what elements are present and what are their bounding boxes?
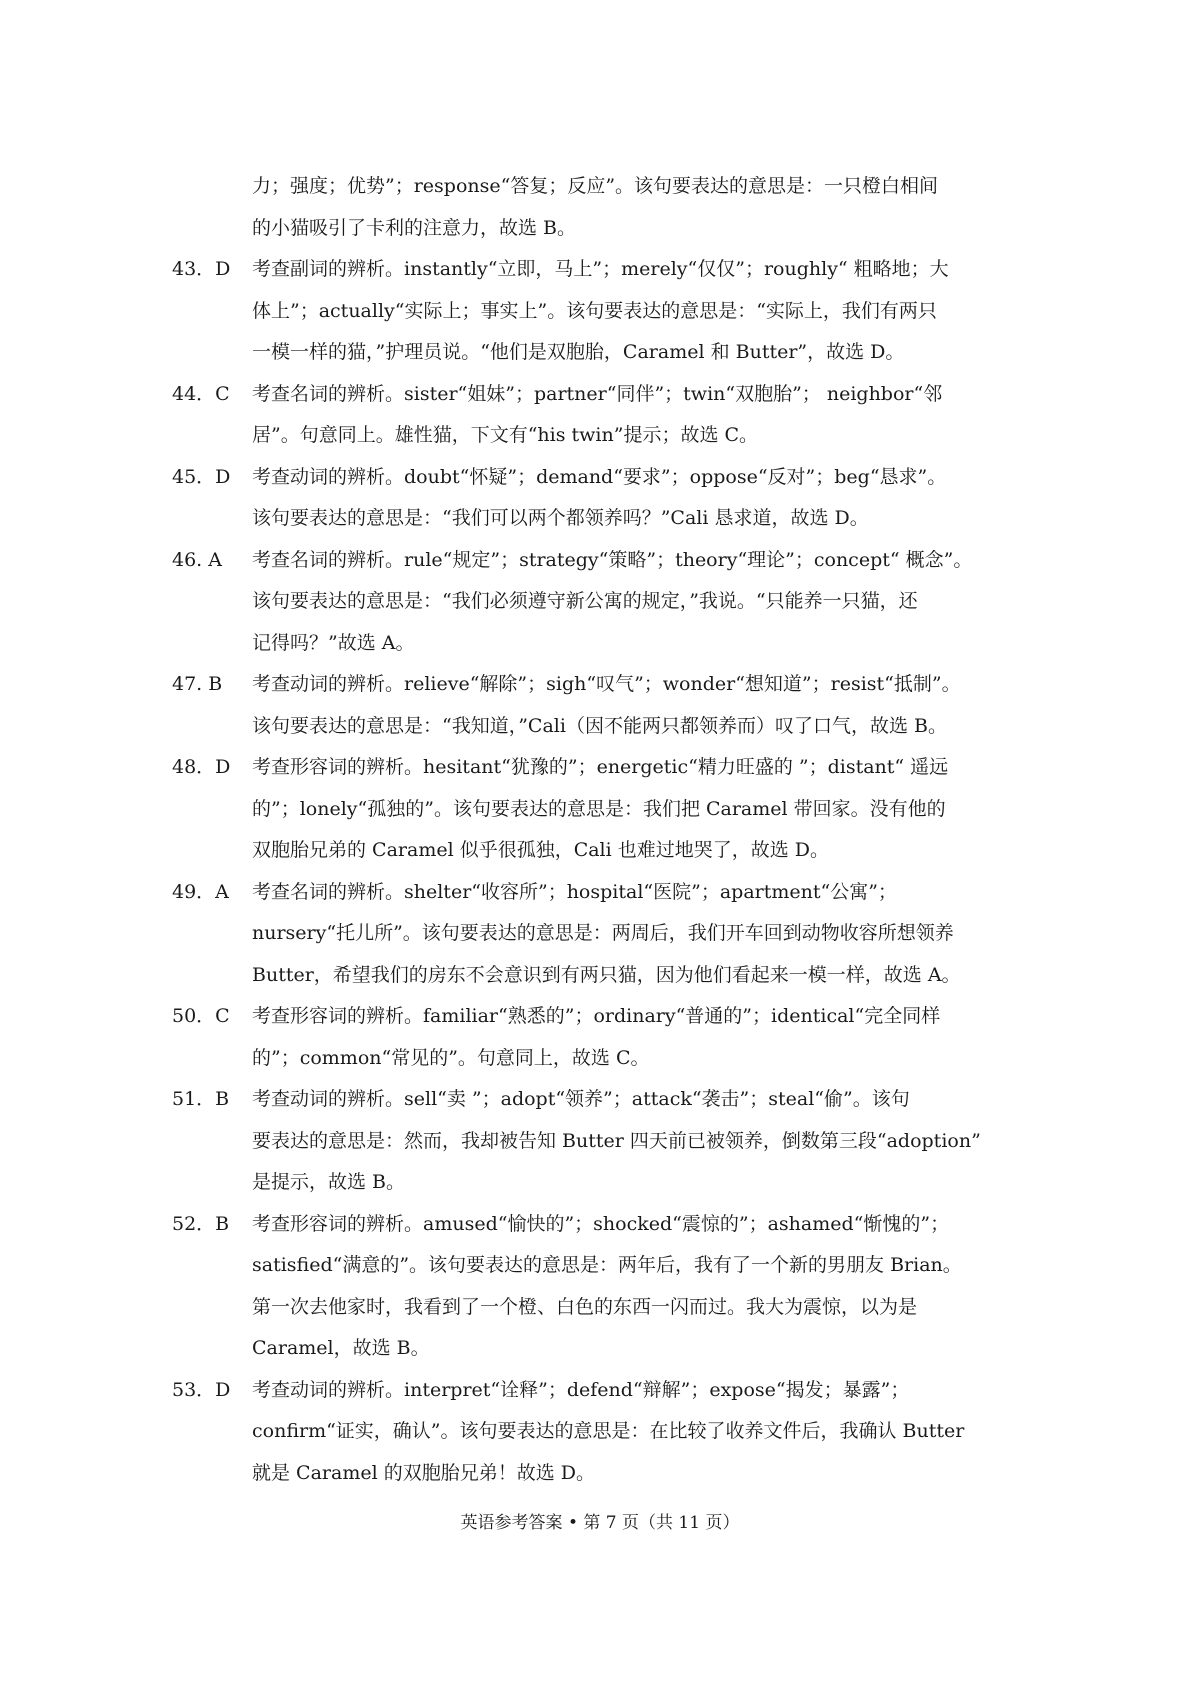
text-line: 考查动词的辨析。interpret“诠释”；defend“辩解”；expose“揭发；暴露”； (252, 1378, 910, 1401)
answer-item-46 (172, 540, 1040, 665)
text-line: 一模一样的猫，”护理员说。“他们是双胞胎，Caramel 和 Butter”，故选 D。 (252, 341, 905, 363)
text-line: 的”；lonely“孤独的”。该句要表达的意思是：我们把 Caramel 带回家。没有他的 (252, 797, 946, 820)
text-line: 第一次去他家时，我看到了一个橙、白色的东西一闪而过。我大为震惊，以为是 (252, 1295, 918, 1318)
text-line: 考查动词的辨析。relieve“解除”；sigh“叹气”；wonder“想知道”；resist“抵制”。 (252, 673, 961, 695)
answer-item-49 (172, 872, 1040, 997)
text-line: 考查名词的辨析。sister“姐妹”；partner“同伴”；twin“双胞胎”； neighbor“邻 (252, 382, 943, 405)
item-number: 52．B (172, 1212, 230, 1235)
text-line: 体上”；actually“实际上；事实上”。该句要表达的意思是：“实际上，我们有两只 (252, 299, 937, 322)
text-line: 该句要表达的意思是：“我知道，”Cali（因不能两只都领养而）叹了口气，故选 B。 (252, 714, 947, 737)
item-number: 45．D (172, 465, 231, 488)
text-line: 考查名词的辨析。shelter“收容所”；hospital“医院”；apartment“公寓”； (252, 880, 897, 903)
item-number: 50．C (172, 1005, 230, 1027)
text-line: 居”。句意同上。雄性猫，下文有“his twin”提示；故选 C。 (252, 424, 759, 446)
text-line: 考查形容词的辨析。familiar“熟悉的”；ordinary“普通的”；identical“完全同样 (252, 1005, 941, 1027)
text-line: 该句要表达的意思是：“我们可以两个都领养吗？”Cali 恳求道，故选 D。 (252, 507, 869, 529)
text-line: 的”；common“常见的”。句意同上，故选 C。 (252, 1046, 650, 1069)
answer-item-50 (172, 996, 1040, 1079)
text-line: confirm“证实，确认”。该句要表达的意思是：在比较了收养文件后，我确认 Butter (252, 1420, 965, 1442)
item-number: 51．B (172, 1088, 230, 1110)
answer-item-43 (172, 249, 1040, 374)
text-line: 考查副词的辨析。instantly“立即，马上”；merely“仅仅”；roughly“ 粗略地；大 (252, 258, 949, 280)
text-line: nursery“托儿所”。该句要表达的意思是：两周后，我们开车回到动物收容所想领养 (252, 922, 954, 944)
answer-item-53 (172, 1370, 1040, 1495)
text-line: satisfied“满意的”。该句要表达的意思是：两年后，我有了一个新的男朋友 Brian。 (252, 1254, 962, 1276)
continued-paragraph (172, 166, 1040, 249)
text-line: 要表达的意思是：然而，我却被告知 Butter 四天前已被领养，倒数第三段“adoption” (252, 1129, 981, 1152)
text-line: Butter，希望我们的房东不会意识到有两只猫，因为他们看起来一模一样，故选 A。 (252, 963, 961, 986)
answer-item-51 (172, 1079, 1040, 1204)
text-line: 力；强度；优势”；response“答复；反应”。该句要表达的意思是：一只橙白相间 (252, 175, 939, 197)
page-footer: 英语参考答案 • 第 7 页（共 11 页） (460, 1513, 740, 1533)
item-number: 49．A (172, 880, 229, 903)
answer-item-45 (172, 457, 1040, 540)
text-line: 该句要表达的意思是：“我们必须遵守新公寓的规定，”我说。“只能养一只猫，还 (252, 590, 918, 612)
item-number: 43．D (172, 258, 231, 280)
text-line: 考查动词的辨析。sell“卖 ”；adopt“领养”；attack“袭击”；steal“偷”。该句 (252, 1088, 910, 1110)
answer-explanations (172, 166, 1040, 1494)
text-line: 记得吗？”故选 A。 (252, 631, 415, 654)
text-line: 考查形容词的辨析。amused“愉快的”；shocked“震惊的”；ashamed“惭愧的”； (252, 1212, 950, 1235)
item-number: 53．D (172, 1378, 231, 1401)
answer-item-44 (172, 374, 1040, 457)
text-line: 的小猫吸引了卡利的注意力，故选 B。 (252, 216, 577, 239)
answer-item-52 (172, 1204, 1040, 1370)
item-number: 44．C (172, 382, 230, 405)
text-line: 双胞胎兄弟的 Caramel 似乎很孤独，Cali 也难过地哭了，故选 D。 (252, 839, 830, 861)
text-line: 考查动词的辨析。doubt“怀疑”；demand“要求”；oppose“反对”；beg“恳求”。 (252, 465, 947, 488)
text-line: 考查形容词的辨析。hesitant“犹豫的”；energetic“精力旺盛的 ”；distant“ 遥远 (252, 756, 949, 778)
text-line: 考查名词的辨析。rule“规定”；strategy“策略”；theory“理论”；concept“ 概念”。 (252, 548, 973, 571)
answer-item-48 (172, 747, 1040, 872)
text-line: 是提示，故选 B。 (252, 1171, 406, 1193)
answer-item-47 (172, 664, 1040, 747)
text-line: 就是 Caramel 的双胞胎兄弟！故选 D。 (252, 1461, 595, 1484)
item-number: 47. B (172, 673, 223, 695)
text-line: Caramel，故选 B。 (252, 1337, 430, 1359)
item-number: 48．D (172, 756, 231, 778)
item-number: 46. A (172, 548, 222, 571)
